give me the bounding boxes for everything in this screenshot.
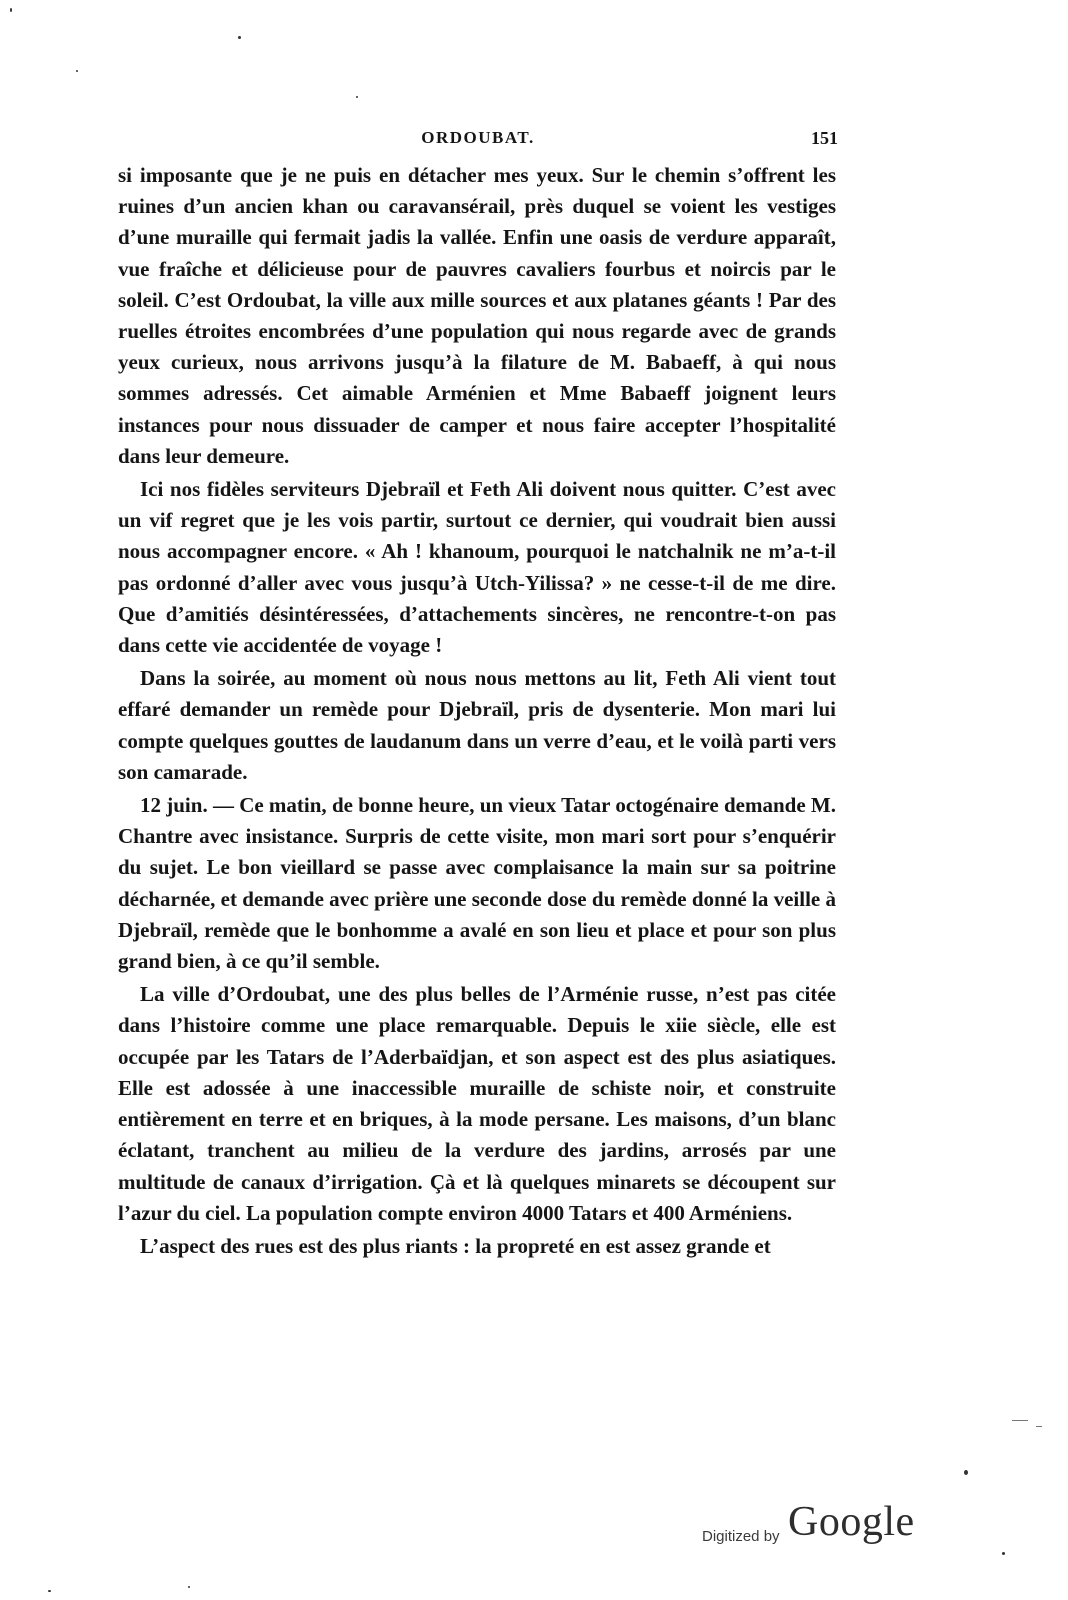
scan-speck — [1002, 1552, 1005, 1555]
paragraph-streets: L’aspect des rues est des plus riants : la propreté en est assez grande et — [140, 1233, 771, 1258]
digitized-by-google-watermark — [698, 1498, 938, 1558]
google-logo-text: Google — [788, 1499, 915, 1545]
scan-speck — [238, 36, 241, 39]
digitized-label: Digitized by — [702, 1528, 780, 1545]
running-title: ORDOUBAT. — [421, 128, 535, 147]
paragraph-servants-departure: Ici nos fidèles serviteurs Djebraïl et Feth Ali doivent nous quitter. C’est avec un vif regret que je les vois partir, surtout ce dernier, qui voudrait bien aussi nous accompagner encore. « Ah ! khanoum, pourquoi le natchalnik ne m’a-t-il pas ordonné d’aller avec vous jusqu’à Utch-Yilissa? » ne cesse-t-il de me dire. Que d’amitiés désintéressées, d’attachements sincères, ne rencontre-t-on pas dans cette vie accidentée de voyage ! — [118, 477, 836, 658]
page-number: 151 — [811, 128, 838, 148]
scan-mark — [1012, 1420, 1028, 1421]
scan-speck — [188, 1586, 190, 1588]
paragraph-evening-remedy: Dans la soirée, au moment où nous nous mettons au lit, Feth Ali vient tout effaré demander un remède pour Djebraïl, pris de dysenterie. Mon mari lui compte quelques gouttes de laudanum dans un verre d’eau, et le voilà parti vers son camarade. — [118, 666, 836, 784]
scan-speck — [76, 70, 78, 72]
scan-speck — [964, 1470, 968, 1475]
scan-mark — [1036, 1426, 1042, 1427]
running-head — [118, 128, 838, 154]
scan-speck — [356, 96, 358, 98]
scan-speck — [48, 1590, 51, 1592]
scan-speck — [10, 8, 12, 12]
paragraph-ordoubat-description: La ville d’Ordoubat, une des plus belles de l’Arménie russe, n’est pas citée dans l’histoire comme une place remarquable. Depuis le xiie siècle, elle est occupée par les Tatars de l’Aderbaïdjan, et son aspect est des plus asiatiques. Elle est adossée à une inaccessible muraille de schiste noir, et construite entièrement en terre et en briques, à la mode persane. Les maisons, d’un blanc éclatant, tranchent au milieu de la verdure des jardins, arrosés par une multitude de canaux d’irrigation. Çà et là quelques minarets se découpent sur l’azur du ciel. La population compte environ 4000 Tatars et 400 Arméniens. — [118, 982, 836, 1225]
paragraph-continuation: si imposante que je ne puis en détacher mes yeux. Sur le chemin s’offrent les ruines d’un ancien khan ou caravansérail, près duquel se voient les vestiges d’une muraille qui fermait jadis la vallée. Enfin une oasis de verdure apparaît, vue fraîche et délicieuse pour de pauvres cavaliers fourbus et noircis par le soleil. C’est Ordoubat, la ville aux mille sources et aux platanes géants ! Par des ruelles étroites encombrées d’une population qui nous regarde avec de grands yeux curieux, nous arrivons jusqu’à la filature de M. Babaeff, à qui nous sommes adressés. Cet aimable Arménien et Mme Babaeff joignent leurs instances pour nous dissuader de camper et nous faire accepter l’hospitalité dans leur demeure. — [118, 163, 836, 468]
body-text — [118, 160, 836, 1262]
paragraph-june-12: 12 juin. — Ce matin, de bonne heure, un vieux Tatar octogénaire demande M. Chantre avec insistance. Surpris de cette visite, mon mari sort pour s’enquérir du sujet. Le bon vieillard se passe avec complaisance la main sur sa poitrine décharnée, et demande avec prière une seconde dose du remède donné la veille à Djebraïl, remède que le bonhomme a avalé en son lieu et place et pour son plus grand bien, à ce qu’il semble. — [118, 793, 836, 974]
